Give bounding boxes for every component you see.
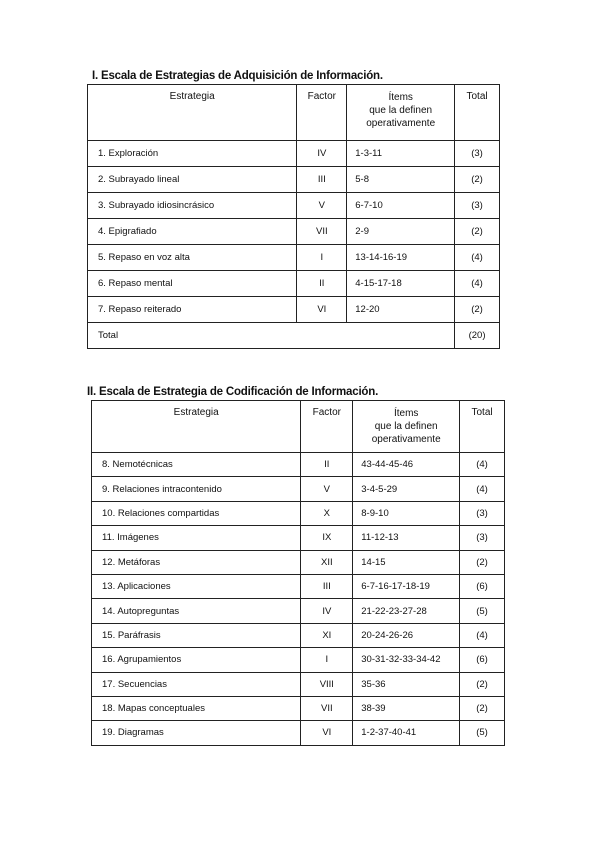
items-cell: 35-36 xyxy=(353,672,460,696)
total-cell: (2) xyxy=(455,297,500,323)
factor-cell: II xyxy=(297,271,347,297)
strategy-name-cell: 7. Repaso reiterado xyxy=(88,297,297,323)
table-row xyxy=(92,550,505,574)
items-cell: 12-20 xyxy=(347,297,455,323)
total-cell: (4) xyxy=(455,271,500,297)
strategy-name-cell: 18. Mapas conceptuales xyxy=(92,696,301,720)
strategy-name-cell: 19. Diagramas xyxy=(92,721,301,745)
factor-cell: IX xyxy=(301,526,353,550)
strategy-name-cell: 16. Agrupamientos xyxy=(92,648,301,672)
table-row xyxy=(92,501,505,525)
items-cell: 20-24-26-26 xyxy=(353,623,460,647)
total-cell: (2) xyxy=(460,550,505,574)
table-row xyxy=(92,648,505,672)
codification-strategies-table xyxy=(91,400,505,746)
strategy-name-cell: 14. Autopreguntas xyxy=(92,599,301,623)
table2-header-factor: Factor xyxy=(301,401,353,453)
factor-cell: XI xyxy=(301,623,353,647)
total-cell: (2) xyxy=(460,672,505,696)
items-cell: 38-39 xyxy=(353,696,460,720)
total-cell: (3) xyxy=(455,193,500,219)
items-cell: 4-15-17-18 xyxy=(347,271,455,297)
items-cell: 21-22-23-27-28 xyxy=(353,599,460,623)
table-row xyxy=(92,453,505,477)
items-cell: 8-9-10 xyxy=(353,501,460,525)
factor-cell: I xyxy=(297,245,347,271)
items-cell: 6-7-10 xyxy=(347,193,455,219)
table-row xyxy=(92,721,505,745)
total-cell: (4) xyxy=(460,453,505,477)
strategy-name-cell: 17. Secuencias xyxy=(92,672,301,696)
factor-cell: IV xyxy=(297,141,347,167)
factor-cell: VII xyxy=(301,696,353,720)
table2-header-row xyxy=(92,401,505,453)
items-cell: 14-15 xyxy=(353,550,460,574)
total-cell: (6) xyxy=(460,574,505,598)
total-cell: (5) xyxy=(460,721,505,745)
total-cell: (2) xyxy=(460,696,505,720)
table-row xyxy=(88,219,500,245)
table-row xyxy=(92,623,505,647)
items-cell: 2-9 xyxy=(347,219,455,245)
strategy-name-cell: 10. Relaciones compartidas xyxy=(92,501,301,525)
total-cell: (3) xyxy=(460,526,505,550)
factor-cell: VIII xyxy=(301,672,353,696)
total-cell: (4) xyxy=(460,477,505,501)
table1-header-factor: Factor xyxy=(297,85,347,141)
factor-cell: IV xyxy=(301,599,353,623)
strategy-name-cell: 11. Imágenes xyxy=(92,526,301,550)
table1-total-value: (20) xyxy=(455,323,500,349)
strategy-name-cell: 2. Subrayado lineal xyxy=(88,167,297,193)
factor-cell: V xyxy=(297,193,347,219)
table2-header-total: Total xyxy=(460,401,505,453)
factor-cell: VI xyxy=(301,721,353,745)
table-row xyxy=(88,141,500,167)
items-cell: 13-14-16-19 xyxy=(347,245,455,271)
items-cell: 11-12-13 xyxy=(353,526,460,550)
strategy-name-cell: 4. Epigrafiado xyxy=(88,219,297,245)
strategy-name-cell: 15. Paráfrasis xyxy=(92,623,301,647)
total-cell: (5) xyxy=(460,599,505,623)
strategy-name-cell: 12. Metáforas xyxy=(92,550,301,574)
table-row xyxy=(88,245,500,271)
table-row xyxy=(92,477,505,501)
table1-title: I. Escala de Estrategias de Adquisición de Información. xyxy=(92,70,383,82)
table-row xyxy=(88,271,500,297)
strategy-name-cell: 5. Repaso en voz alta xyxy=(88,245,297,271)
factor-cell: I xyxy=(301,648,353,672)
strategy-name-cell: 13. Aplicaciones xyxy=(92,574,301,598)
strategy-name-cell: 9. Relaciones intracontenido xyxy=(92,477,301,501)
factor-cell: II xyxy=(301,453,353,477)
table-row xyxy=(92,599,505,623)
items-cell: 5-8 xyxy=(347,167,455,193)
strategy-name-cell: 8. Nemotécnicas xyxy=(92,453,301,477)
table-row xyxy=(92,526,505,550)
table1-header-items: Ítems que la definen operativamente xyxy=(347,85,455,141)
strategy-name-cell: 6. Repaso mental xyxy=(88,271,297,297)
acquisition-strategies-table xyxy=(87,84,500,349)
table1-total-row xyxy=(88,323,500,349)
factor-cell: VII xyxy=(297,219,347,245)
table1-total-label: Total xyxy=(88,323,455,349)
items-cell: 1-3-11 xyxy=(347,141,455,167)
items-cell: 43-44-45-46 xyxy=(353,453,460,477)
factor-cell: III xyxy=(297,167,347,193)
total-cell: (4) xyxy=(455,245,500,271)
items-cell: 30-31-32-33-34-42 xyxy=(353,648,460,672)
total-cell: (3) xyxy=(455,141,500,167)
items-cell: 1-2-37-40-41 xyxy=(353,721,460,745)
strategy-name-cell: 1. Exploración xyxy=(88,141,297,167)
items-cell: 3-4-5-29 xyxy=(353,477,460,501)
factor-cell: VI xyxy=(297,297,347,323)
strategy-name-cell: 3. Subrayado idiosincrásico xyxy=(88,193,297,219)
factor-cell: V xyxy=(301,477,353,501)
total-cell: (2) xyxy=(455,167,500,193)
table-row xyxy=(92,574,505,598)
total-cell: (4) xyxy=(460,623,505,647)
total-cell: (2) xyxy=(455,219,500,245)
total-cell: (3) xyxy=(460,501,505,525)
table2-header-items: Ítems que la definen operativamente xyxy=(353,401,460,453)
total-cell: (6) xyxy=(460,648,505,672)
table-row xyxy=(88,167,500,193)
factor-cell: X xyxy=(301,501,353,525)
table2-header-strategy: Estrategia xyxy=(92,401,301,453)
table1-header-row xyxy=(88,85,500,141)
table-row xyxy=(88,297,500,323)
factor-cell: III xyxy=(301,574,353,598)
table-row xyxy=(88,193,500,219)
table1-header-strategy: Estrategia xyxy=(88,85,297,141)
table2-title: II. Escala de Estrategia de Codificación de Información. xyxy=(87,386,379,398)
table-row xyxy=(92,672,505,696)
table1-header-total: Total xyxy=(455,85,500,141)
table-row xyxy=(92,696,505,720)
items-cell: 6-7-16-17-18-19 xyxy=(353,574,460,598)
factor-cell: XII xyxy=(301,550,353,574)
